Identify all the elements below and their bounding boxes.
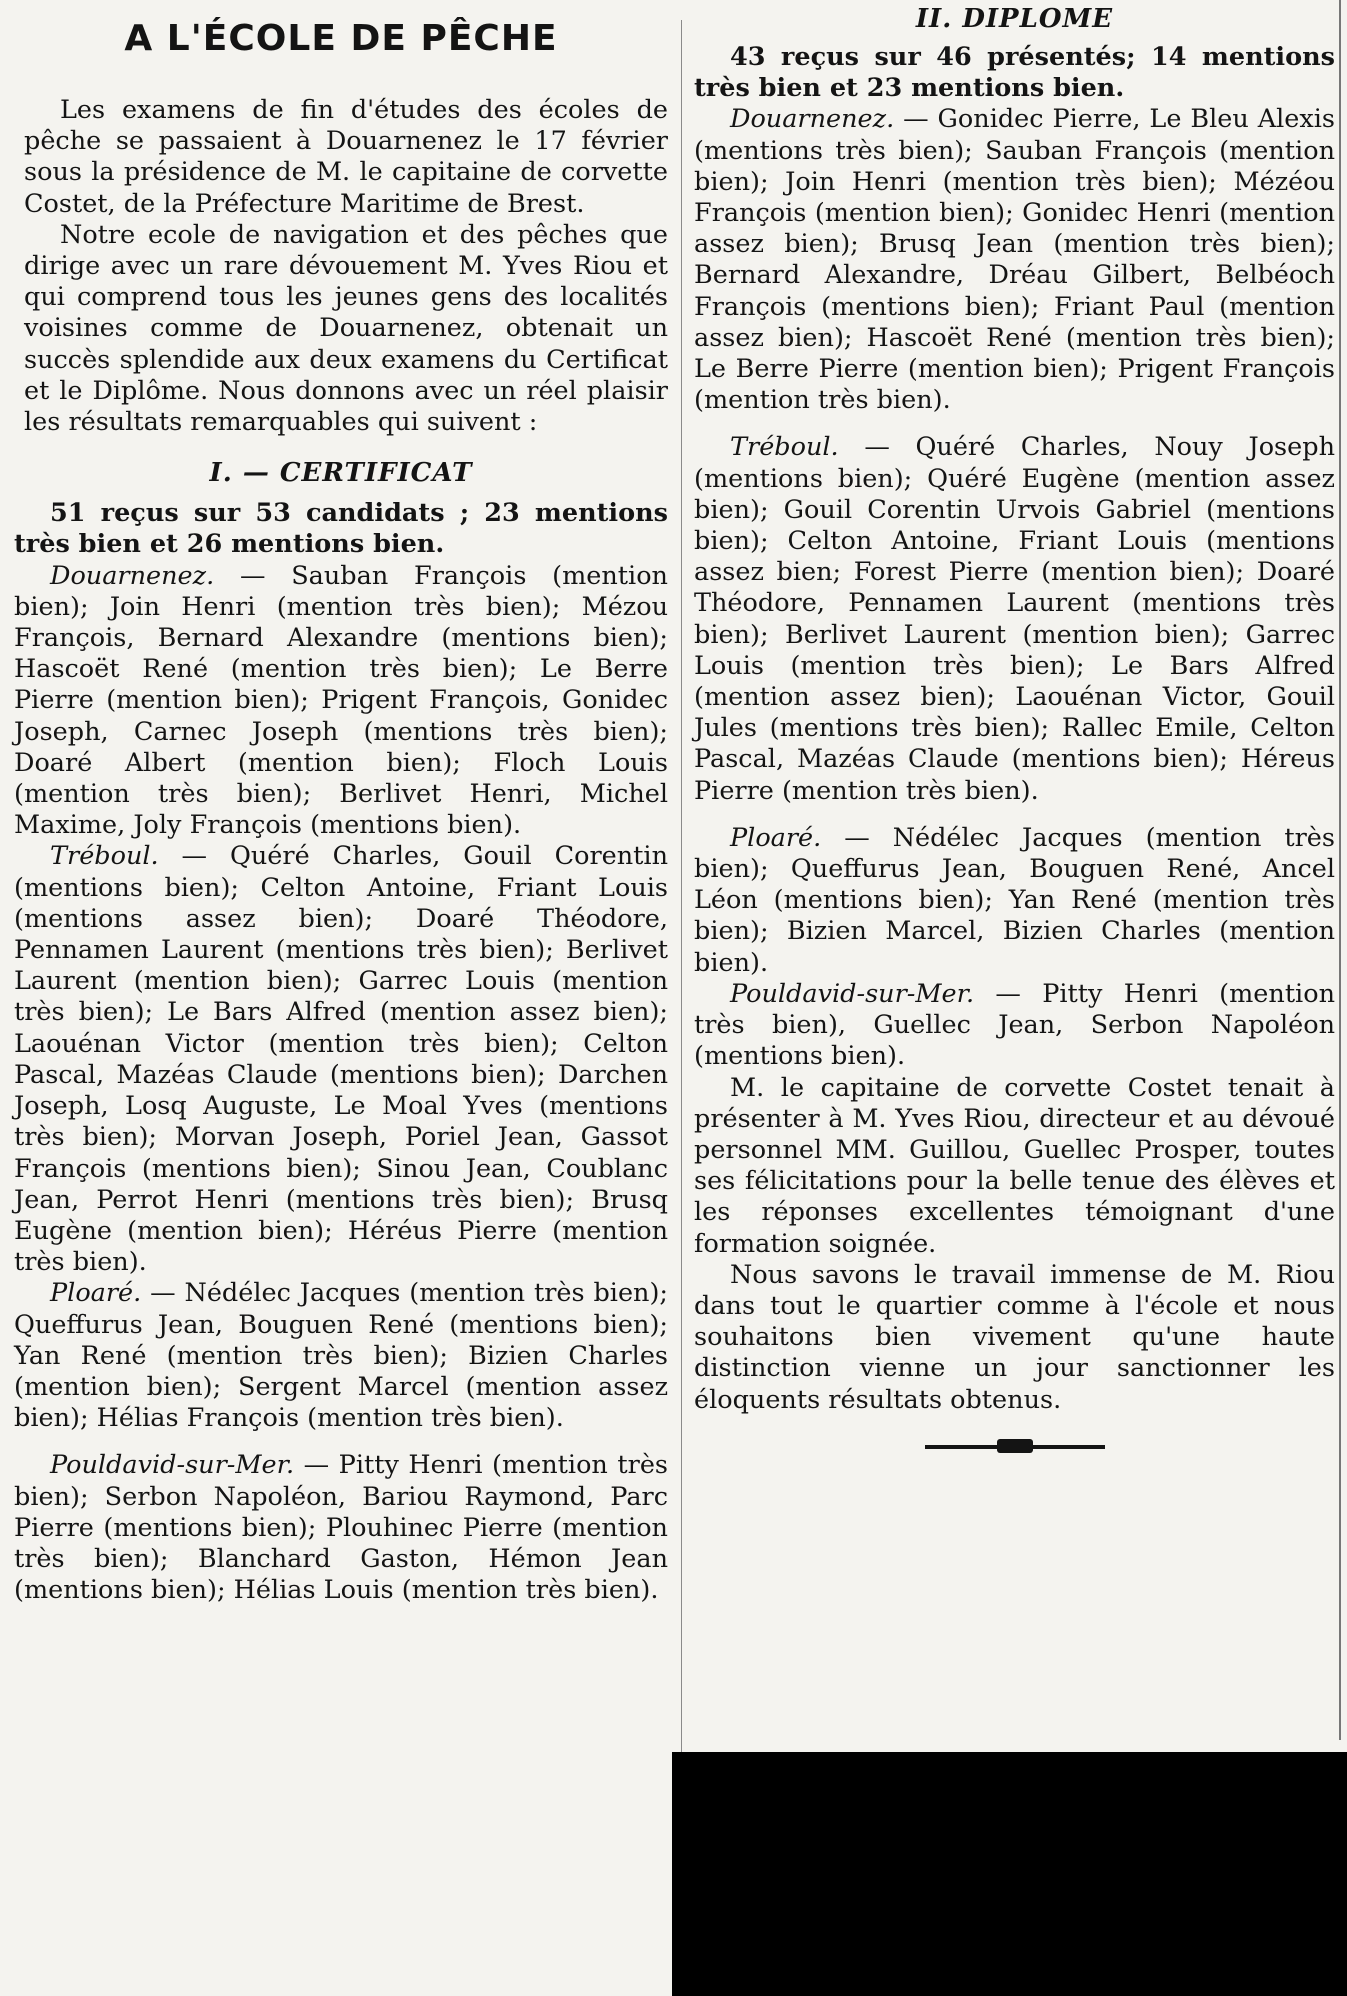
results-text: — Pitty Henri (mention très bien), Guellec Jean, Serbon Napoléon (mentions bien). xyxy=(694,978,1335,1072)
end-ornament xyxy=(694,1438,1335,1458)
certificat-section-douarnenez xyxy=(14,561,668,842)
diplome-section-douarnenez xyxy=(694,104,1335,416)
right-column xyxy=(694,0,1335,1458)
town-name: Tréboul. xyxy=(730,432,839,463)
town-name: Pouldavid-sur-Mer. xyxy=(50,1450,295,1481)
diplome-section-pouldavid xyxy=(694,979,1335,1073)
diplome-section-ploare xyxy=(694,823,1335,979)
certificat-heading: I. — CERTIFICAT xyxy=(209,458,473,489)
town-name: Douarnenez. xyxy=(50,560,215,591)
town-name: Pouldavid-sur-Mer. xyxy=(730,978,975,1009)
closing-paragraph: M. le capitaine de corvette Costet tenait à présenter à M. Yves Riou, directeur et au dévoué personnel MM. Guillou, Guellec Prosper, toutes ses félicitations pour la belle tenue des élèves et les réponses excellentes témoignant d'une formation soignée. xyxy=(694,1072,1335,1259)
left-column xyxy=(14,0,668,1606)
closing-paragraph: Nous savons le travail immense de M. Riou dans tout le quartier comme à l'école et nous souhaitons bien vivement qu'une haute distinction vienne un jour sanctionner les éloquents résultats obtenus. xyxy=(694,1259,1335,1415)
certificat-section-ploare xyxy=(14,1278,668,1434)
results-text: — Nédélec Jacques (mention très bien); Queffurus Jean, Bouguen René (mentions bien); Yan René (mention très bien); Bizien Charles (mention bien); Sergent Marcel (mention assez bien); Hélias François (mention très bien). xyxy=(14,1278,668,1434)
column-rule xyxy=(681,20,682,1980)
diplome-heading: II. DIPLOME xyxy=(915,4,1114,34)
article-title: A L'ÉCOLE DE PÊCHE xyxy=(124,18,558,59)
town-name: Ploaré. xyxy=(50,1278,142,1309)
certificat-section-treboul xyxy=(14,841,668,1278)
results-text: — Sauban François (mention bien); Join Henri (mention très bien); Mézou François, Bernard Alexandre (mentions bien); Hascoët René (mention très bien); Le Berre Pierre (mention bien); Prigent François, Gonidec Joseph, Carnec Joseph (mentions très bien); Doaré Albert (mention bien); Floch Louis (mention très bien); Berlivet Henri, Michel Maxime, Joly François (mentions bien). xyxy=(14,560,668,841)
certificat-summary: 51 reçus sur 53 candidats ; 23 mentions très bien et 26 mentions bien. xyxy=(14,498,668,560)
intro-paragraph: Les examens de fin d'études des écoles de pêche se passaient à Douarnenez le 17 février sous la présidence de M. le capitaine de corvette Costet, de la Préfecture Maritime de Brest. xyxy=(24,95,668,219)
town-name: Tréboul. xyxy=(50,841,159,872)
town-name: Ploaré. xyxy=(730,822,822,853)
town-name: Douarnenez. xyxy=(730,104,895,135)
diplome-section-treboul xyxy=(694,432,1335,806)
intro-paragraph: Notre ecole de navigation et des pêches que dirige avec un rare dévouement M. Yves Riou et qui comprend tous les jeunes gens des localités voisines comme de Douarnenez, obtenait un succès splendide aux deux examens du Certificat et le Diplôme. Nous donnons avec un réel plaisir les résultats remarquables qui suivent : xyxy=(24,219,668,438)
results-text: — Nédélec Jacques (mention très bien); Queffurus Jean, Bouguen René, Ancel Léon (mentions bien); Yan René (mention très bien); Bizien Marcel, Bizien Charles (mention bien). xyxy=(694,822,1335,978)
ornament-rule xyxy=(925,1445,1105,1449)
article-intro xyxy=(14,95,668,438)
redacted-block xyxy=(672,1752,1347,1996)
certificat-section-pouldavid xyxy=(14,1450,668,1606)
page-edge-rule xyxy=(1339,0,1341,1740)
results-text: — Pitty Henri (mention très bien); Serbon Napoléon, Bariou Raymond, Parc Pierre (mentions bien); Plouhinec Pierre (mention très bien); Blanchard Gaston, Hémon Jean (mentions bien); Hélias Louis (mention très bien). xyxy=(14,1450,668,1606)
results-text: — Quéré Charles, Nouy Joseph (mentions bien); Quéré Eugène (mention assez bien); Gouil Corentin Urvois Gabriel (mentions bien); Celton Antoine, Friant Louis (mentions assez bien; Forest Pierre (mention bien); Doaré Théodore, Pennamen Laurent (mentions très bien); Berlivet Laurent (mention bien); Garrec Louis (mention très bien); Le Bars Alfred (mention assez bien); Laouénan Victor, Gouil Jules (mentions très bien); Rallec Emile, Celton Pascal, Mazéas Claude (mentions bien); Héreus Pierre (mention très bien). xyxy=(694,432,1335,806)
results-text: — Gonidec Pierre, Le Bleu Alexis (mentions très bien); Sauban François (mention bien); Join Henri (mention très bien); Mézéou François (mention bien); Gonidec Henri (mention assez bien); Brusq Jean (mention très bien); Bernard Alexandre, Dréau Gilbert, Belbéoch François (mentions bien); Friant Paul (mention assez bien); Hascoët René (mention très bien); Le Berre Pierre (mention bien); Prigent François (mention très bien). xyxy=(694,104,1335,416)
diplome-summary: 43 reçus sur 46 présentés; 14 mentions très bien et 23 mentions bien. xyxy=(694,42,1335,104)
results-text: — Quéré Charles, Gouil Corentin (mentions bien); Celton Antoine, Friant Louis (mentions assez bien); Doaré Théodore, Pennamen Laurent (mentions très bien); Berlivet Laurent (mention bien); Garrec Louis (mention très bien); Le Bars Alfred (mention assez bien); Laouénan Victor (mention très bien); Celton Pascal, Mazéas Claude (mentions bien); Darchen Joseph, Losq Auguste, Le Moal Yves (mentions très bien); Morvan Joseph, Poriel Jean, Gassot François (mentions bien); Sinou Jean, Coublanc Jean, Perrot Henri (mentions très bien); Brusq Eugène (mention bien); Héréus Pierre (mention très bien). xyxy=(14,841,668,1278)
